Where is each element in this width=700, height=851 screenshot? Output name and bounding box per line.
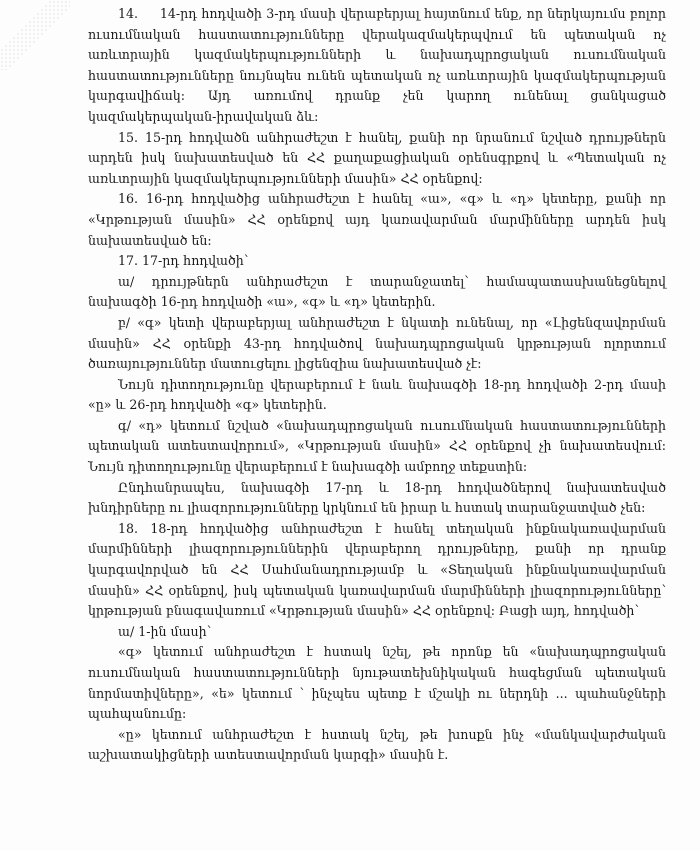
scan-artifact [0, 0, 70, 70]
paragraph-17-b: բ/ «գ» կետի վերաբերյալ անհրաժեշտ է նկատի ունենալ, որ «Լիցենզավորման մասին» ՀՀ օրենքի 43-րդ հոդվածով նախադպրոցական կրթության ոլորտում ծառայություններ մատուցելու լիցենզիա նախատեսված չէ: [88, 314, 666, 372]
paragraph-17-c: գ/ «դ» կետում նշված «նախադպրոցական ուսումնական հաստատությունների պետական ատեստավորում», «Կրթության մասին» ՀՀ օրենքով չի նախատեսվում: Նույն դիտողությունը վերաբերում է նախագծի ամբողջ տեքստին: [88, 417, 666, 475]
paragraph-17-a: ա/ դրույթներն անհրաժեշտ է տարանջատել՝ համապատասխանեցնելով նախագծի 16-րդ հոդվածի «ա», «գ» և «դ» կետերին. [88, 273, 666, 310]
paragraph-18-a-g: «գ» կետում անհրաժեշտ է հստակ նշել, թե որոնք են «նախադպրոցական ուսումնական հաստատությունների նյութատեխնիկական հագեցման պետական նորմատիվները», «ե» կետում ՝ ինչպես պետք է մշակի ու ներդնի ... պահանջների պահպանումը: [88, 644, 666, 722]
paragraph-17-b-note: Նույն դիտողությունը վերաբերում է նաև նախագծի 18-րդ հոդվածի 2-րդ մասի «ը» և 26-րդ հոդվածի «գ» կետերին. [88, 376, 666, 413]
paragraph-18: 18. 18-րդ հոդվածից անհրաժեշտ է հանել տեղական ինքնակառավարման մարմինների լիազորություններին վերաբերող դրույթները, քանի որ դրանք կարգավորված են ՀՀ Սահմանադրությամբ և «Տեղական ինքնակառավարման մասին» ՀՀ օրենքով, իսկ պետական կառավարման մարմինների լիազորությունները՝ կրթության բնագավառում «Կրթության մասին» ՀՀ օրենքով: Բացի այդ, հոդվածի՝ [88, 520, 666, 619]
paragraph-17-summary: Ընդհանրապես, նախագծի 17-րդ և 18-րդ հոդվածներով նախատեսված խնդիրները ու լիազորությունները կրկնում են իրար և հստակ տարանջատված չեն: [88, 479, 666, 516]
paragraph-15: 15. 15-րդ հոդվածն անհրաժեշտ է հանել, քանի որ նրանում նշված դրույթներն արդեն իսկ նախատեսված են ՀՀ քաղաքացիական օրենսգրքով և «Պետական ոչ առևտրային կազմակերպությունների մասին» ՀՀ օրենքով: [88, 129, 666, 186]
paragraph-14: 14. 14-րդ հոդվածի 3-րդ մասի վերաբերյալ հայտնում ենք, որ ներկայումս բոլոր ուսումնական հաստատությունները վերակազմակերպվում են պետական ոչ առևտրային կազմակերպությունների և նախադպրոցական ուսումնական հաստատությունները նույնպես ունեն պետական ոչ առևտրային կազմակերպության կարգավիճակ: Այդ առումով դրանք չեն կարող ունենալ ցանկացած կազմակերպական-իրավական ձև: [88, 6, 666, 124]
paragraph-16: 16. 16-րդ հոդվածից անհրաժեշտ է հանել «ա», «գ» և «դ» կետերը, քանի որ «Կրթության մասին» ՀՀ օրենքով այդ կառավարման մարմինները արդեն իսկ նախատեսված են: [88, 191, 666, 248]
paragraph-18-a: ա/ 1-ին մասի՝ [118, 623, 212, 639]
document-body [88, 4, 666, 766]
paragraph-18-a-e: «ը» կետում անհրաժեշտ է հստակ նշել, թե խոսքն ինչ «մանկավարժական աշխատակիցների ատեստավորման կարգի» մասին է. [88, 726, 666, 763]
paragraph-17: 17. 17-րդ հոդվածի՝ [118, 253, 249, 269]
